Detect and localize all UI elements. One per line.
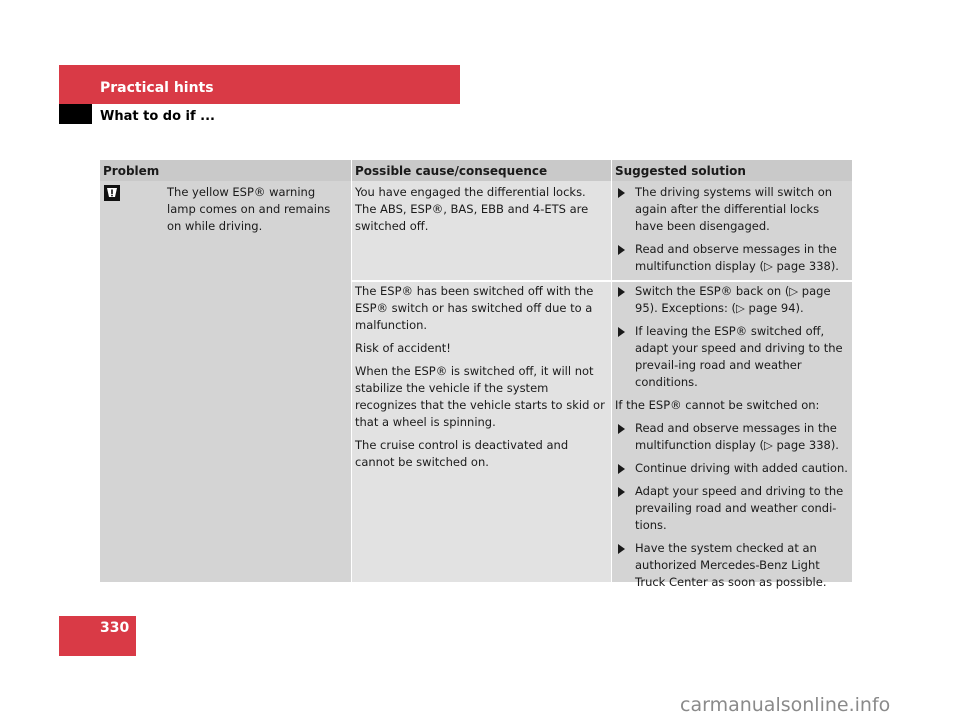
section-marker	[59, 104, 92, 124]
bullet-arrow-icon	[618, 287, 625, 297]
solution-item: Have the system checked at an authorized Mercedes-Benz Light Truck Center as soon as possible.	[615, 540, 849, 591]
solution-list-1	[615, 184, 849, 281]
bullet-arrow-icon	[618, 188, 625, 198]
problem-cell	[100, 181, 351, 582]
solution-item: Read and observe messages in the multifunction display (▷ page 338).	[615, 241, 849, 275]
problem-description: The yellow ESP® warning lamp comes on and remains on while driving.	[167, 185, 331, 233]
warning-lamp-icon	[104, 185, 120, 201]
watermark: carmanualsonline.info	[680, 694, 891, 716]
column-header-solution: Suggested solution	[612, 160, 852, 181]
bullet-arrow-icon	[618, 487, 625, 497]
page-number: 330	[100, 620, 130, 636]
bullet-arrow-icon	[618, 327, 625, 337]
solution-item: The driving systems will switch on again after the differential locks have been disengaged.	[615, 184, 849, 235]
solution-item: Read and observe messages in the multifunction display (▷ page 338).	[615, 420, 849, 454]
solution-note: If the ESP® cannot be switched on:	[615, 398, 820, 412]
bullet-arrow-icon	[618, 424, 625, 434]
bullet-arrow-icon	[618, 245, 625, 255]
solution-item: Continue driving with added caution.	[615, 460, 849, 477]
bullet-arrow-icon	[618, 544, 625, 554]
column-header-problem: Problem	[100, 160, 351, 181]
troubleshooting-table	[100, 160, 852, 589]
section-title: Practical hints	[100, 80, 214, 96]
page-subtitle: What to do if ...	[100, 109, 215, 124]
solution-item: Switch the ESP® back on (▷ page 95). Exceptions: (▷ page 94).	[615, 283, 849, 317]
bullet-arrow-icon	[618, 464, 625, 474]
column-header-cause: Possible cause/consequence	[352, 160, 611, 181]
cause-differential-locks: You have engaged the differential locks. The ABS, ESP®, BAS, EBB and 4-ETS are switched off.	[355, 185, 589, 233]
solution-item: Adapt your speed and driving to the prevailing road and weather condi-tions.	[615, 483, 849, 534]
cause-esp-switched-off: The ESP® has been switched off with the ESP® switch or has switched off due to a malfunction. Risk of accident! When the ESP® is switched off, it will not stabilize the vehicle if the system recognizes that the vehicle starts to skid or that a wheel is spinning. The cruise control is deactivated and cannot be switched on.	[355, 284, 605, 469]
solution-item: If leaving the ESP® switched off, adapt your speed and driving to the prevail-ing road and weather conditions.	[615, 323, 849, 391]
solution-list-2	[615, 283, 849, 597]
